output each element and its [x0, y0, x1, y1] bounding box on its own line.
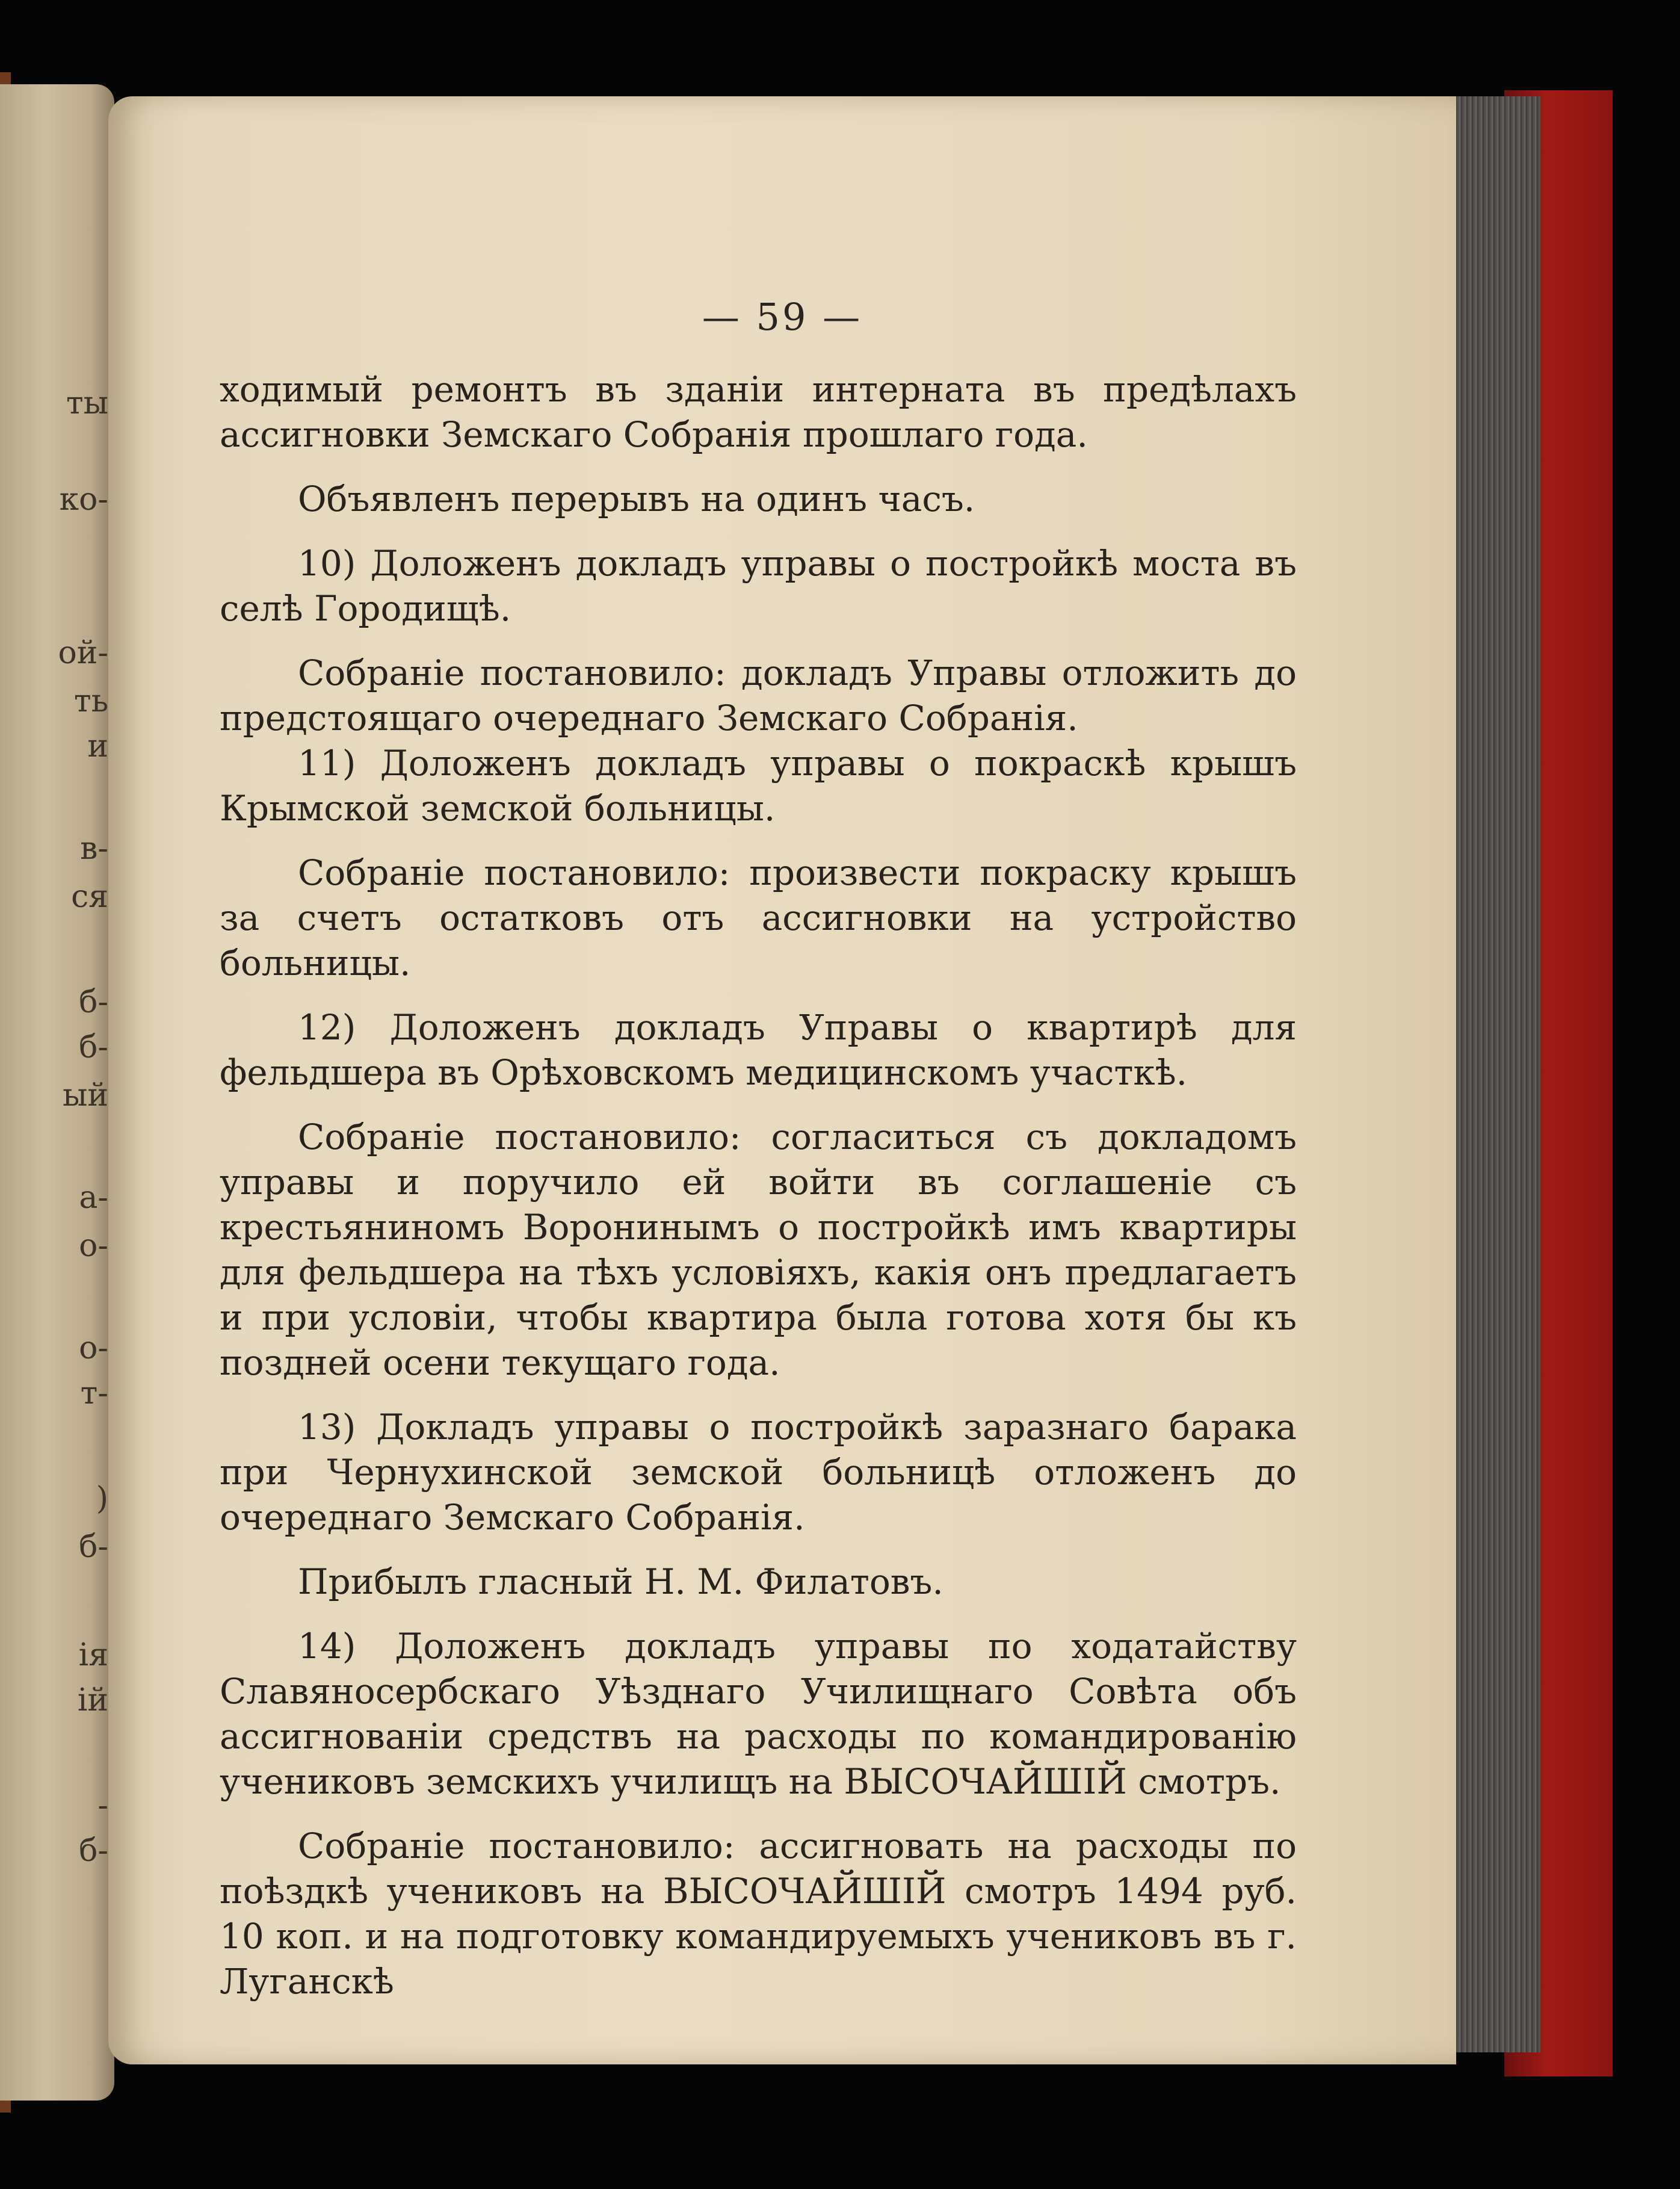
left-page-fragment: б-	[79, 1529, 108, 1565]
paragraph: 11) Доложенъ докладъ управы о покраскѣ крышъ Крымской земской больницы.	[220, 743, 1297, 829]
paragraph: Прибылъ гласный Н. М. Филатовъ.	[298, 1561, 943, 1602]
left-page-fragment: ть	[73, 683, 108, 719]
paragraph: 13) Докладъ управы о постройкѣ заразнаго барака при Чернухинской земской больницѣ отложенъ до очереднаго Земскаго Собранія.	[220, 1407, 1297, 1538]
left-page-fragment: о-	[79, 1330, 108, 1366]
left-page-fragment: ія	[78, 1637, 108, 1673]
paragraph: Собраніе постановило: докладъ Управы отложить до предстоящаго очереднаго Земскаго Собранія.	[220, 652, 1297, 738]
left-page-fragment: ты	[66, 385, 108, 421]
page-number: — 59 —	[702, 295, 863, 339]
left-page-fragment: ый	[62, 1077, 108, 1113]
left-page-fragment: ко-	[59, 481, 108, 518]
paragraph: 12) Доложенъ докладъ Управы о квартирѣ для фельдшера въ Орѣховскомъ медицинскомъ участкѣ.	[220, 1007, 1297, 1093]
left-page-fragment: и	[87, 728, 108, 764]
book-page	[108, 96, 1456, 2064]
paragraph: 10) Доложенъ докладъ управы о постройкѣ моста въ селѣ Городищѣ.	[220, 543, 1297, 629]
paragraph: ходимый ремонтъ въ зданіи интерната въ предѣлахъ ассигновки Земскаго Собранія прошлаго года.	[220, 369, 1297, 455]
page-text	[220, 367, 1297, 2004]
left-page-fragment: ся	[71, 879, 108, 915]
left-page	[0, 84, 114, 2101]
paragraph: Собраніе постановило: ассигновать на расходы по поѣздкѣ учениковъ на ВЫСОЧАЙШІЙ смотръ 1494 руб. 10 коп. и на подготовку командируемыхъ учениковъ въ г. Луганскѣ	[220, 1825, 1297, 2002]
left-page-fragment: в-	[80, 831, 108, 867]
left-page-fragment: т-	[80, 1375, 108, 1411]
paragraph: Объявленъ перерывъ на одинъ часъ.	[298, 478, 975, 519]
left-page-fragment: о-	[79, 1228, 108, 1264]
left-page-fragment: а-	[79, 1180, 108, 1216]
left-page-fragment: б-	[79, 1029, 108, 1065]
paragraph: Собраніе постановило: согласиться съ докладомъ управы и поручило ей войти въ соглашеніе съ крестьяниномъ Воронинымъ о постройкѣ имъ квартиры для фельдшера на тѣхъ условіяхъ, какія онъ предлагаетъ и при условіи, чтобы квартира была готова хотя бы къ поздней осени текущаго года.	[220, 1116, 1297, 1383]
left-page-fragment: )	[96, 1481, 108, 1517]
left-page-fragment: б-	[79, 984, 108, 1020]
paragraph: Собраніе постановило: произвести покраску крышъ за счетъ остатковъ отъ ассигновки на устройство больницы.	[220, 852, 1297, 983]
left-page-fragment: б-	[79, 1833, 108, 1869]
paragraph: 14) Доложенъ докладъ управы по ходатайству Славяносербскаго Уѣзднаго Училищнаго Совѣта объ ассигнованіи средствъ на расходы по командированію учениковъ земскихъ училищъ на ВЫСОЧАЙШІЙ смотръ.	[220, 1626, 1297, 1802]
left-page-fragment: -	[97, 1788, 108, 1824]
left-page-fragment: ой-	[58, 635, 108, 671]
left-page-fragment: ій	[77, 1682, 108, 1718]
